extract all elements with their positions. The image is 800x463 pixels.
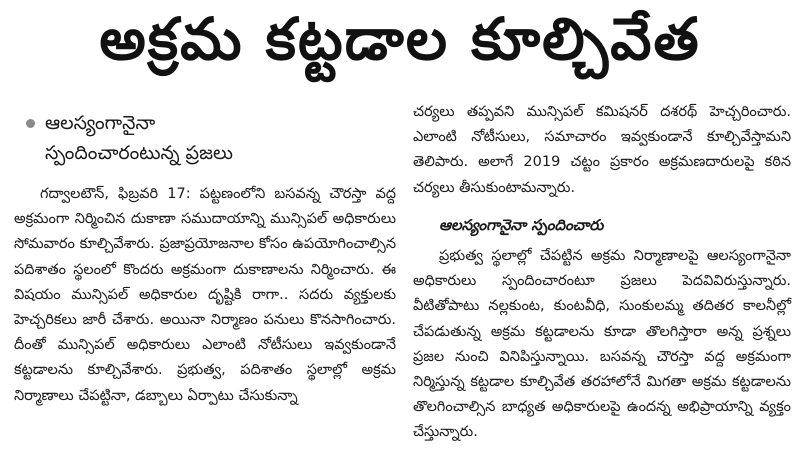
subheading-line-2: స్పందించారంటున్న ప్రజలు <box>45 142 234 164</box>
bullet-icon <box>26 119 35 128</box>
left-column <box>14 100 396 409</box>
section-heading: ఆలస్యంగానైనా స్పందించారు <box>439 215 604 234</box>
right-paragraph-1: చర్యలు తప్పవని మున్సిపల్ కమిషనర్ దశరథ్ హెచ్చరించారు. ఎలాంటి నోటీసులు, సమాచారం ఇవ్వకుండానే కూల్చివేస్తామని తెలిపారు. అలాగే 2019 చట్టం ప్రకారం అక్రమణదారులపై కఠిన చర్యలు తీసుకుంటామన్నారు. <box>413 104 791 196</box>
right-paragraph-2: ప్రభుత్వ స్థలాల్లో చేపట్టిన అక్రమ నిర్మాణాలపై ఆలస్యంగానైనా అధికారులు స్పందించారంటూ ప్రజలు పెదవివిరుస్తున్నారు. వీటితోపాటు నల్లకుంట, కుంటవీధి, సుంకులమ్మ తదితర కాలనీల్లో చేపడుతున్న అక్రమ కట్టడాలను కూడా తొలగిస్తారా అన్న ప్రశ్నలు ప్రజల నుంచి వినిపిస్తున్నాయి. బసవన్న చౌరస్తా వద్ద అక్రమంగా నిర్మిస్తున్న కట్టడాల కూల్చివేత తరహాలోనే మిగతా అక్రమ కట్టడాలను తొలగించాల్సిన బాధ్యత అధికారులపై ఉందన్న అభిప్రాయాన్ని వ్యక్తం చేస్తున్నారు. <box>413 248 791 441</box>
subheading <box>26 108 396 168</box>
left-paragraph: గద్వాలటౌన్, ఫిబ్రవరి 17: పట్టణంలోని బసవన్న చౌరస్తా వద్ద అక్రమంగా నిర్మించిన దుకాణా సముదాయాన్ని మున్సిపల్ అధికారులు సోమవారం కూల్చివేశారు. ప్రజాప్రయోజనాల కోసం ఉపయోగించాల్సిన పదిశాతం స్థలంలో కొందరు అక్రమంగా దుకాణాలను నిర్మించారు. ఈ విషయం మున్సిపల్ అధికారుల దృష్టికి రాగా.. సదరు వ్యక్తులకు హెచ్చరికలు జారీ చేశారు. అయినా నిర్మాణం పనులు కొనసాగించారు. దీంతో మున్సిపల్ అధికారులు ఎలాంటి నోటీసులు ఇవ్వకుండానే కట్టడాలను కూల్చివేశారు. ప్రభుత్వ, పదిశాతం స్థలాల్లో అక్రమ నిర్మాణాలు చేపట్టినా, డబ్బాలు ఏర్పాటు చేసుకున్నా <box>14 186 396 404</box>
subheading-text <box>45 108 233 168</box>
subheading-line-1: ఆలస్యంగానైనా <box>45 112 156 134</box>
headline: అక్రమ కట్టడాల కూల్చివేత <box>99 4 701 73</box>
right-column <box>413 100 791 446</box>
